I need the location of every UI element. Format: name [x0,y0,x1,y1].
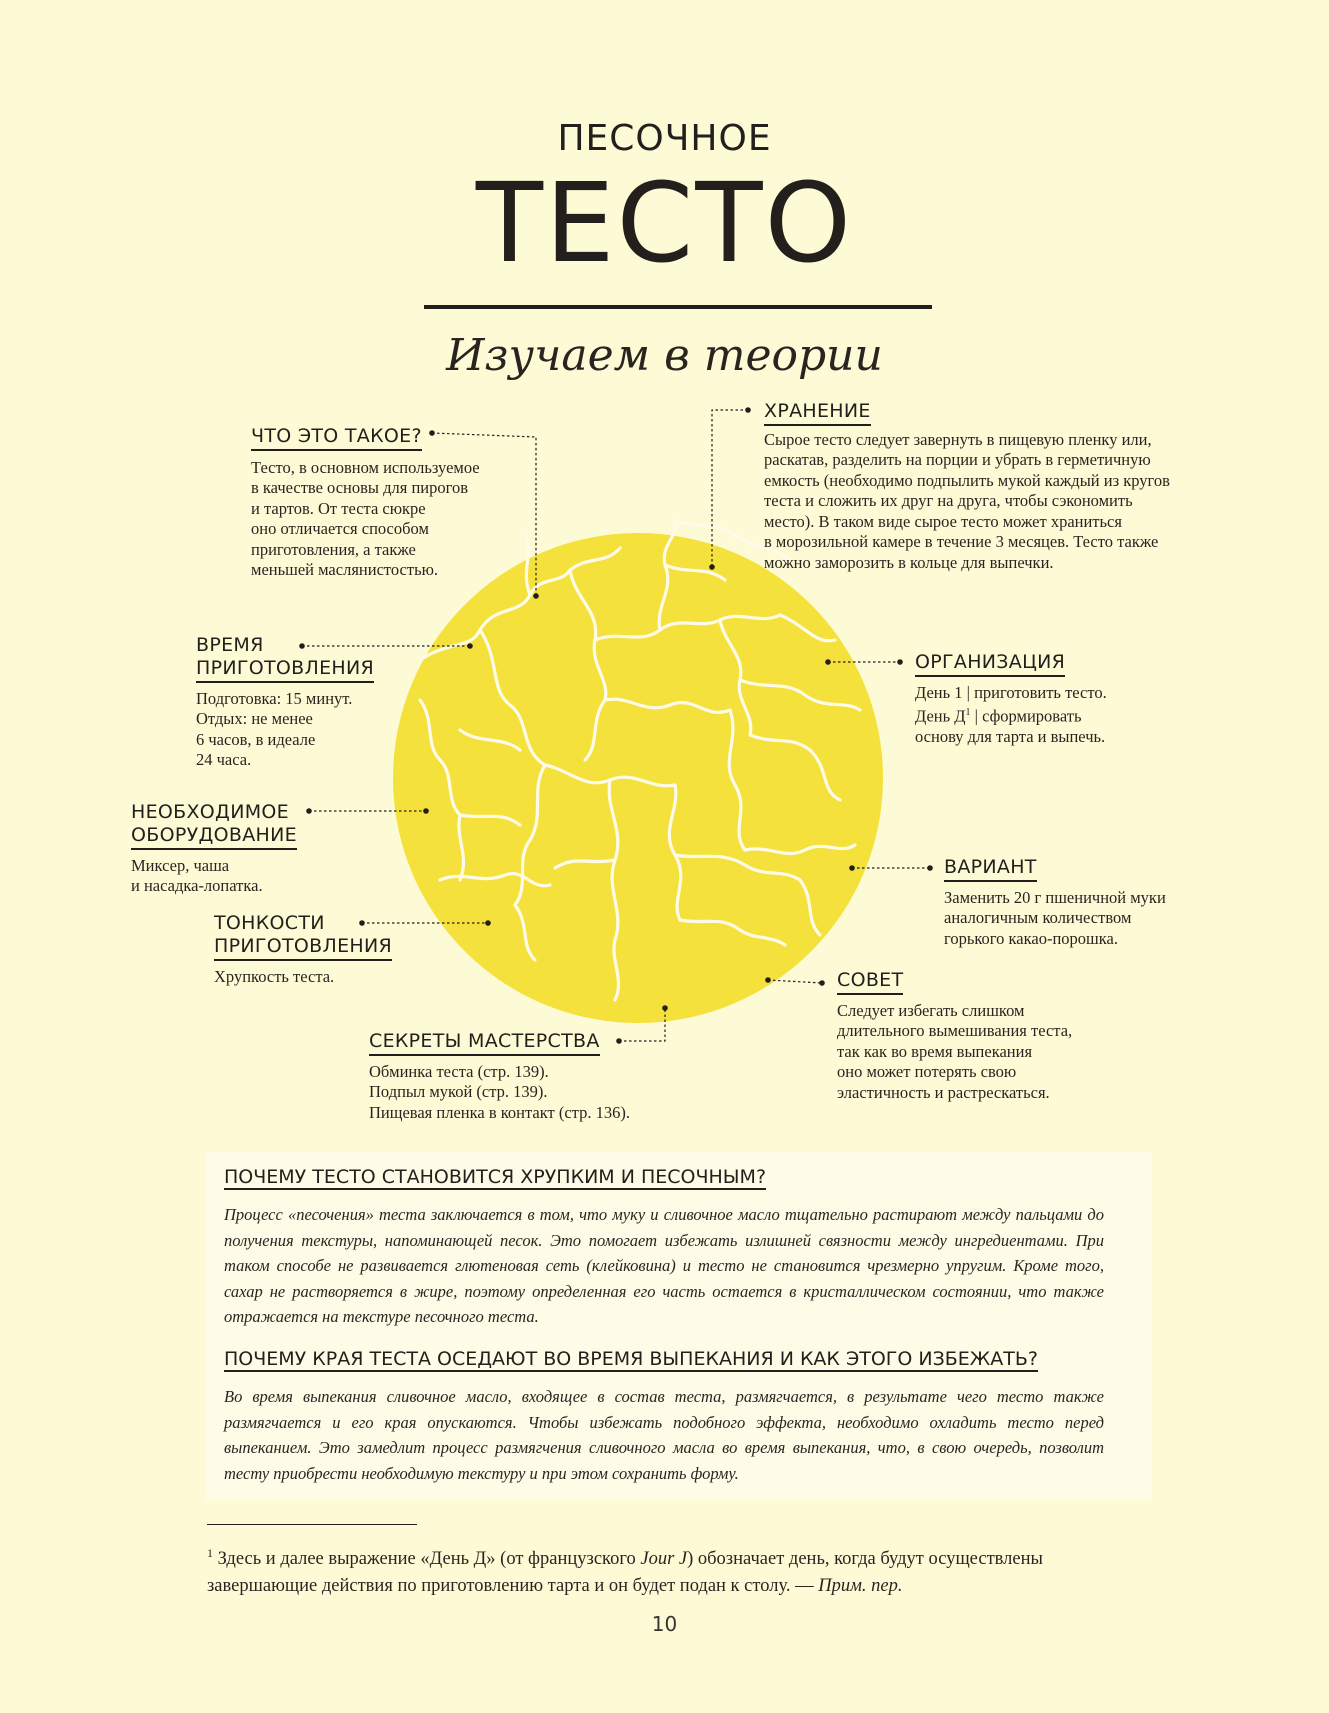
section-equipment-text: Миксер, чаша и насадка-лопатка. [131,855,263,896]
section-organization-title: ОРГАНИЗАЦИЯ [915,651,1215,677]
section-storage-title: ХРАНЕНИЕ [764,400,1254,426]
section-subtleties-title: ТОНКОСТИ ПРИГОТОВЛЕНИЯ [214,912,414,961]
section-organization [915,651,1215,748]
qa-answer-2: Во время выпекания сливочное масло, входящее в состав теста, размягчается, в результате чего тесто также размягчается и его края опускаются. Чтобы избежать подобного эффекта, необходимо охладить тесто перед выпеканием. Это замедлит процесс размягчения сливочного масла во время выпекания, что, в свою очередь, позволит тесту приобрести необходимую текстуру и при этом сохранить форму. [224,1387,1104,1483]
qa-answer-1: Процесс «песочения» теста заключается в том, что муку и сливочное масло тщательно растирают между пальцами до получения текстуры, напоминающей песок. Это помогает избежать излишней связности между ингредиентами. При таком способе не развивается глютеновая сеть (клейковина) и тесто не становится чрезмерно упругим. Кроме того, сахар не растворяется в жире, поэтому определенная его часть остается в кристаллическом состоянии, что также отражается на текстуре песочного теста. [224,1205,1104,1326]
section-what-text: Тесто, в основном используемое в качестве основы для пирогов и тартов. От теста сюкре оно отличается способом приготовления, а также меньшей маслянистостью. [251,457,480,580]
footnote: $^1$ Здесь и далее выражение «День Д» (от французского Jour J) обозначает день, когда будут осуществлены завершающие действия по приготовлению тарта и он будет подан к столу. — Прим. пер. [207,1546,1043,1597]
section-time-text: Подготовка: 15 минут. Отдых: не менее 6 часов, в идеале 24 часа. [196,688,353,770]
section-secrets [369,1030,669,1123]
qa-box [206,1152,1152,1500]
section-what-title: ЧТО ЭТО ТАКОЕ? [251,425,541,451]
section-secrets-text: Обминка теста (стр. 139). Подпыл мукой (стр. 139). Пищевая пленка в контакт (стр. 136). [369,1061,630,1122]
page-title: ТЕСТО [475,159,854,287]
section-subtleties [214,912,414,987]
section-advice [837,969,1157,1103]
section-variant [944,856,1244,949]
section-advice-text: Следует избегать слишком длительного вымешивания теста, так как во время выпекания оно может потерять свою эластичность и растрескаться. [837,1000,1073,1102]
section-storage-text: Сырое тесто следует завернуть в пищевую пленку или, раскатав, разделить на порции и убрать в герметичную емкость (необходимо подпылить мукой каждый из кругов теста и сложить их друг на друга, чтобы сэкономить место). В таком виде сырое тесто может храниться в морозильной камере в течение 3 месяцев. Тесто также можно заморозить в кольце для выпечки. [764,429,1170,572]
section-storage [764,400,1254,573]
section-what [251,425,541,581]
section-equipment-title: НЕОБХОДИМОЕ ОБОРУДОВАНИЕ [131,801,331,850]
qa-question-2: ПОЧЕМУ КРАЯ ТЕСТА ОСЕДАЮТ ВО ВРЕМЯ ВЫПЕКАНИЯ И КАК ЭТОГО ИЗБЕЖАТЬ? [224,1348,1038,1370]
footnote-marker: 1 [207,1546,213,1560]
page-number: 10 [651,1612,678,1636]
section-advice-title: СОВЕТ [837,969,1157,995]
section-variant-title: ВАРИАНТ [944,856,1244,882]
section-equipment [131,801,331,897]
section-subtleties-text: Хрупкость теста. [214,966,335,986]
section-time-title: ВРЕМЯ ПРИГОТОВЛЕНИЯ [196,634,416,683]
qa-question-1: ПОЧЕМУ ТЕСТО СТАНОВИТСЯ ХРУПКИМ И ПЕСОЧНЫМ? [224,1166,767,1188]
section-secrets-title: СЕКРЕТЫ МАСТЕРСТВА [369,1030,669,1056]
page-subtitle: Изучаем в теории [446,330,883,381]
section-organization-text: День 1 | приготовить тесто. День $Д^1$ | сформировать основу для тарта и выпечь. [915,682,1107,747]
footnote-rule [207,1524,417,1525]
title-kicker: ПЕСОЧНОЕ [557,118,772,159]
section-time [196,634,416,771]
section-variant-text: Заменить 20 г пшеничной муки аналогичным количеством горького какао-порошка. [944,887,1166,948]
